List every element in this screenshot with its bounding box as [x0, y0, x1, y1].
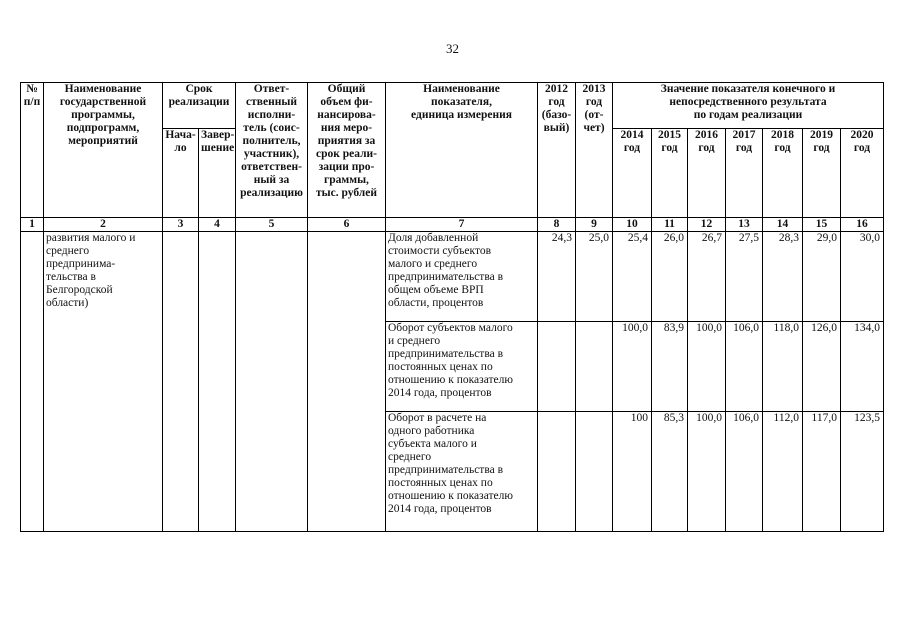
table-row: [21, 232, 884, 322]
header-program-name: Наименование государственной программы, подпрограмм, мероприятий: [44, 83, 163, 218]
value-2019: 126,0: [803, 322, 841, 412]
value-2020: 30,0: [841, 232, 884, 322]
header-year-2014: 2014 год: [613, 129, 652, 218]
value-2017: 106,0: [726, 322, 763, 412]
header-number: № п/п: [21, 83, 44, 218]
value-2015: 83,9: [652, 322, 688, 412]
page-number: 32: [446, 41, 459, 56]
header-year-2020: 2020 год: [841, 129, 884, 218]
value-2012: [538, 322, 576, 412]
value-2016: 100,0: [688, 412, 726, 532]
value-2016: 100,0: [688, 322, 726, 412]
column-number: 14: [763, 218, 803, 232]
header-year-2015: 2015 год: [652, 129, 688, 218]
column-number: 16: [841, 218, 884, 232]
header-2012: 2012 год (базо- вый): [538, 83, 576, 218]
header-volume: Общий объем фи- нансирова- ния меро- приятия за срок реали- зации про- граммы, тыс. рублей: [308, 83, 386, 218]
value-2013: 25,0: [576, 232, 613, 322]
value-2020: 134,0: [841, 322, 884, 412]
value-2018: 28,3: [763, 232, 803, 322]
value-2013: [576, 322, 613, 412]
column-number: 10: [613, 218, 652, 232]
value-2016: 26,7: [688, 232, 726, 322]
header-start: Нача- ло: [163, 129, 199, 218]
value-2012: [538, 412, 576, 532]
volume-cell: [308, 232, 386, 532]
end-cell: [199, 232, 236, 532]
column-number-row: [21, 218, 884, 232]
value-2012: 24,3: [538, 232, 576, 322]
column-number: 5: [236, 218, 308, 232]
column-number: 3: [163, 218, 199, 232]
value-2018: 118,0: [763, 322, 803, 412]
column-number: 4: [199, 218, 236, 232]
column-number: 9: [576, 218, 613, 232]
column-number: 15: [803, 218, 841, 232]
value-2020: 123,5: [841, 412, 884, 532]
value-2015: 85,3: [652, 412, 688, 532]
indicator-name: Оборот в расчете на одного работника субъекта малого и среднего предпринимательства в постоянных ценах по отношению к показателю 2014 года, процентов: [386, 412, 538, 532]
header-term: Срок реализации: [163, 83, 236, 129]
value-2019: 117,0: [803, 412, 841, 532]
column-number: 1: [21, 218, 44, 232]
column-number: 2: [44, 218, 163, 232]
value-2015: 26,0: [652, 232, 688, 322]
row-number-cell: [21, 232, 44, 532]
header-year-2017: 2017 год: [726, 129, 763, 218]
value-2014: 100: [613, 412, 652, 532]
header-2013: 2013 год (от- чет): [576, 83, 613, 218]
indicator-name: Доля добавленной стоимости субъектов малого и среднего предпринимательства в общем объеме ВРП области, процентов: [386, 232, 538, 322]
value-2013: [576, 412, 613, 532]
header-year-2019: 2019 год: [803, 129, 841, 218]
start-cell: [163, 232, 199, 532]
header-year-2018: 2018 год: [763, 129, 803, 218]
header-end: Завер- шение: [199, 129, 236, 218]
header-values: Значение показателя конечного и непосредственного результата по годам реализации: [613, 83, 884, 129]
column-number: 12: [688, 218, 726, 232]
value-2014: 100,0: [613, 322, 652, 412]
value-2019: 29,0: [803, 232, 841, 322]
indicator-name: Оборот субъектов малого и среднего предпринимательства в постоянных ценах по отношению к показателю 2014 года, процентов: [386, 322, 538, 412]
header-year-2016: 2016 год: [688, 129, 726, 218]
value-2017: 106,0: [726, 412, 763, 532]
value-2014: 25,4: [613, 232, 652, 322]
header-responsible: Ответ- ственный исполни- тель (соис- полнитель, участник), ответствен- ный за реализацию: [236, 83, 308, 218]
column-number: 8: [538, 218, 576, 232]
program-name-cell: развития малого и среднего предпринима- тельства в Белгородской области): [44, 232, 163, 532]
indicators-table: [20, 82, 884, 532]
responsible-cell: [236, 232, 308, 532]
header-indicator: Наименование показателя, единица измерения: [386, 83, 538, 218]
value-2017: 27,5: [726, 232, 763, 322]
column-number: 7: [386, 218, 538, 232]
value-2018: 112,0: [763, 412, 803, 532]
column-number: 6: [308, 218, 386, 232]
column-number: 11: [652, 218, 688, 232]
column-number: 13: [726, 218, 763, 232]
